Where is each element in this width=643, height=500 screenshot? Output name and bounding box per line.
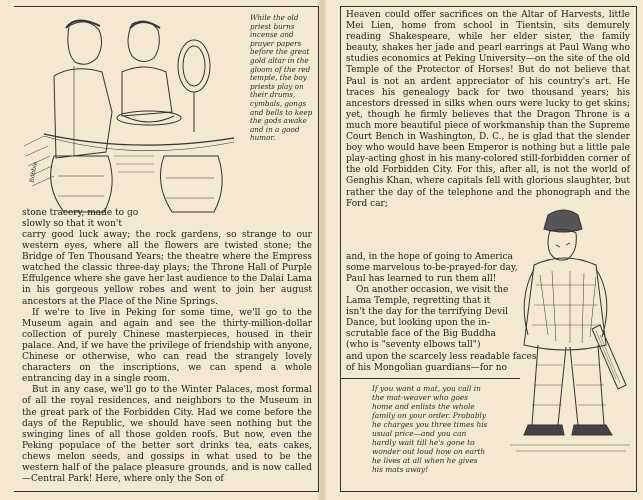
temple-boys-drawing-icon [14,6,244,216]
right-p2-line-2: Lama Temple, regretting that it [346,296,491,307]
left-paragraph-3: But in any case, we'll go to the Winter Palaces, most formal of all the royal residences, and neighbors to the Museum in the great park of the Forbidden City. Had we come before the days of the Republic, we should have seen nothing but the swinging lines of all those golden roofs. But now, even the Peking populace of the better sort drinks tea, eats cakes, chews melon seeds, and gossips in what used to be the western half of the palace pleasure grounds, and is now called—Central Park! Here, where only the Son of [22,385,312,485]
mat-weaver-drawing-icon [500,205,635,495]
artist-signature: Bobbie [28,161,40,184]
right-paragraph-2 [346,285,537,374]
right-p2-line-4: Dance, but looking upon the in- [346,318,490,329]
right-short-lines [346,252,526,285]
book-gutter [318,0,326,500]
left-short-line-1: stone tracery, made to go [22,208,139,218]
right-short-line-2: some marvelous to-be-prayed-for day, [346,263,518,274]
left-paragraph-1: carry good luck away; the rock gardens, so strange to our western eyes, where all the flowers are twisted stone; the Bridge of Ten Thousand Years; the theatre where the Empress watched the classic three-day plays; the Throne Hall of Purple Effulgence where she gave her last audience to the Dalai Lama in his gorgeous yellow robes and went to join her august ancestors at the Place of the Nine Springs. [22,230,312,307]
right-p2-line-1: On another occasion, we visit the [356,285,509,295]
right-p2-line-8: of his Mongolian guardians—for no [346,362,507,373]
temple-boys-illustration [14,6,244,216]
left-short-lines [22,208,162,230]
right-illustration-caption: If you want a mat, you call in the mat-weaver who goes home and enlists the whole family on your order. Probably he charges you three times his usual price—and you can hardly wait till he's gone to wonder out loud how on earth he lives at all when he gives his mats away! [372,384,488,474]
right-p2-line-3: isn't the day for the terrifying Devil [346,307,508,318]
mat-weaver-illustration [500,205,635,495]
right-paragraph-1: Heaven could offer sacrifices on the Altar of Harvests, little Mei Lien, home from school in Tientsin, sits demurely reading Shakespeare, while her elder sister, the family beauty, shakes her jade and pearl earrings at Paul Wang who studies economics at Peking University—on the site of the old Temple of the Protector of Horses! But do not believe that Paul is not an ardent appreciator of his country's art. He traces his genealogy back for two thousand years; his ancestors dressed in silks when ours were lucky to get skins; yet, though he firmly believes that the Dragon Throne is a much more beautiful piece of workmanship than the Supreme Court Bench in Washington, D. C., he is glad that the slender boy who would have been Emperor is nothing but a little pale play-acting ghost in his many-colored still-forbidden corner of the old Forbidden City. For this, after all, is not the world of Genghis Khan, where capitals fell with glorious slaughter, but rather the day of the telephone and the phonograph and the Ford car; [346,10,630,209]
right-short-line-1: and, in the hope of going to America [346,252,513,262]
right-p2-line-7: and upon the scarcely less readable faces [346,351,537,362]
right-text-divider [340,378,520,379]
left-paragraph-2: If we're to live in Peking for some time, we'll go to the Museum again and again and see the thirty-million-dollar collection of purely Chinese masterpieces, housed in their palace. And, if we have the privilege of friendship with anyone, Chinese or otherwise, who can read the strangely lovely characters on the inscriptions, we can spend a whole entrancing day in a single room. [22,307,312,385]
left-body-text [22,230,312,485]
left-short-line-2: slowly so that it won't [22,219,122,230]
right-p2-line-5: scrutable face of the Big Buddha [346,329,496,340]
right-short-line-3: Paul has learned to run them all! [346,274,497,285]
left-illustration-caption: While the old priest burns incense and prayer papers before the great gold altar in the gloom of the red temple, the boy priests play on their drums, cymbals, gongs and bells to keep the gods awake and in a good humor. [250,13,313,143]
right-p2-line-6: (who is "seventy elbows tall") [346,340,481,351]
right-body-text [346,10,630,210]
